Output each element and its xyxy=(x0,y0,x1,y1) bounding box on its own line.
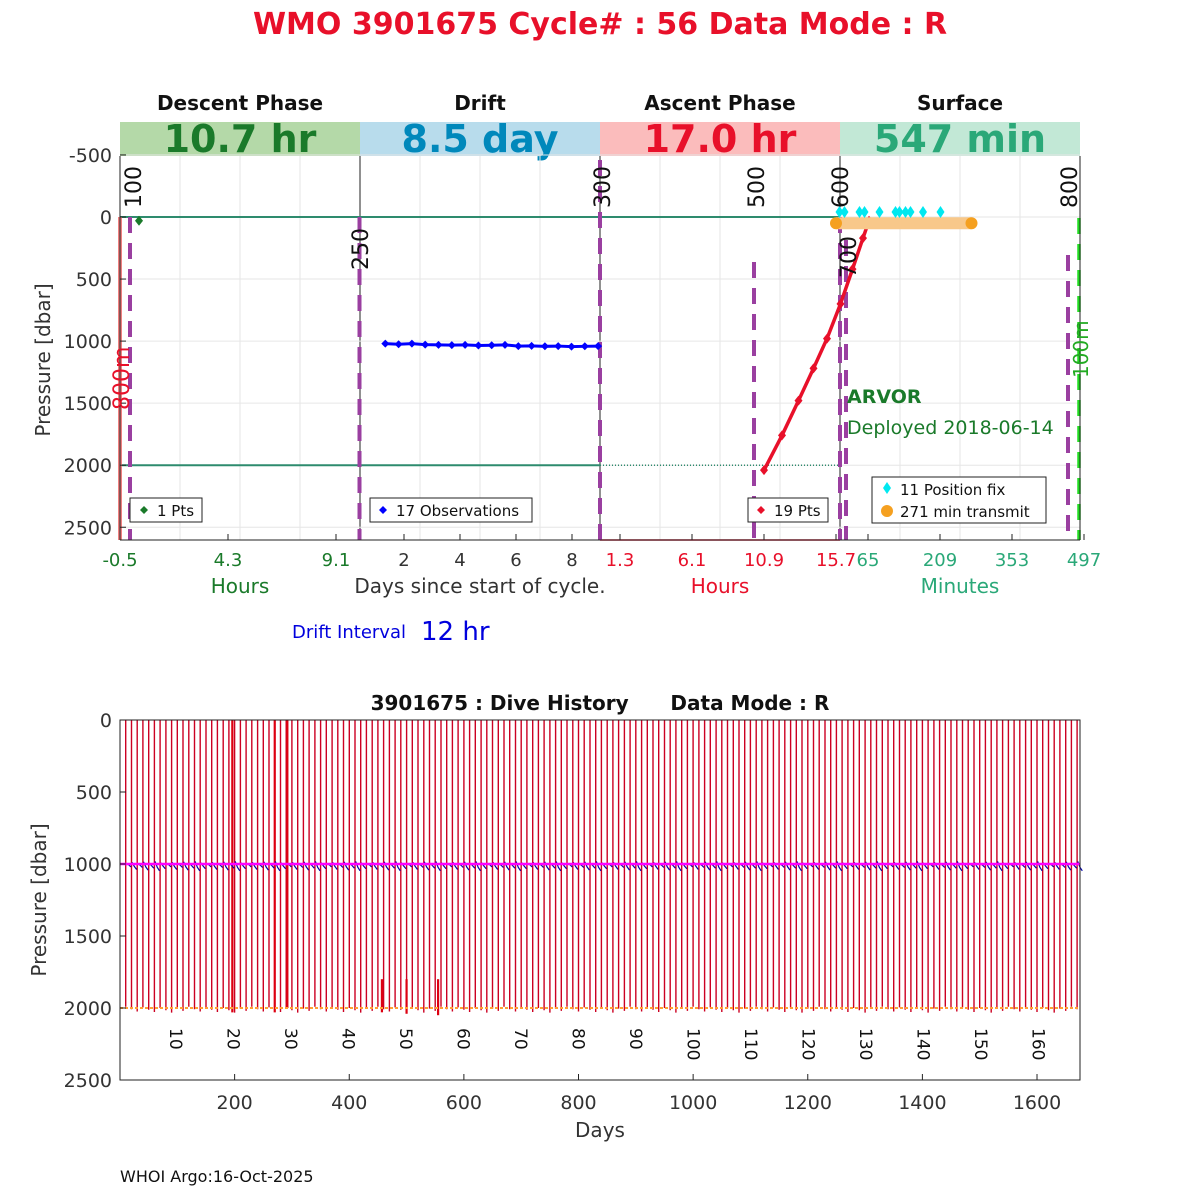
cycle-number-label-60: 60 xyxy=(452,1028,473,1050)
bottom-y-tick-label: 0 xyxy=(99,710,112,732)
surface-legend-fix-text: 11 Position fix xyxy=(900,481,1006,499)
cycle-number-label-50: 50 xyxy=(395,1028,415,1050)
x-tick-label-1-2: 6 xyxy=(510,550,522,571)
transmit-start-point xyxy=(830,217,842,229)
x-tick-label-3-2: 353 xyxy=(994,550,1030,571)
top-y-axis-label: Pressure [dbar] xyxy=(31,283,55,437)
bottom-x-tick-label: 1400 xyxy=(898,1092,947,1114)
bottom-y-tick-label: 500 xyxy=(75,782,112,804)
cycle-number-label-30: 30 xyxy=(280,1028,300,1050)
top-x-axis-label: Days since start of cycle. xyxy=(354,574,606,598)
x-tick-label-3-0: 65 xyxy=(856,550,880,571)
cycle-number-label-90: 90 xyxy=(625,1028,645,1050)
top-y-tick-label: 1000 xyxy=(63,331,112,354)
bottom-y-axis-label: Pressure [dbar] xyxy=(27,823,51,977)
side-label-800m: 800m xyxy=(110,346,135,410)
cycle-number-label-140: 140 xyxy=(912,1028,933,1061)
x-tick-label-3-1: 209 xyxy=(922,550,958,571)
marker-label-600: 600 xyxy=(829,166,854,208)
marker-label-700: 700 xyxy=(837,236,862,278)
bottom-x-tick-label: 1000 xyxy=(668,1092,718,1114)
top-y-tick-label: 500 xyxy=(75,269,112,292)
x-tick-label-0-1: 4.3 xyxy=(213,550,243,571)
bottom-x-axis-label: Days xyxy=(575,1118,625,1142)
top-y-tick-label: 2500 xyxy=(63,517,112,540)
bottom-chart-dive-history xyxy=(27,691,1082,1142)
bottom-y-tick-label: 2500 xyxy=(63,1070,112,1092)
bottom-x-tick-label: 800 xyxy=(560,1092,597,1114)
x-tick-label-3-3: 497 xyxy=(1066,550,1102,571)
bottom-y-tick-label: 2000 xyxy=(63,998,112,1020)
cycle-number-label-160: 160 xyxy=(1027,1028,1048,1061)
phase-unit-label-2: Hours xyxy=(690,574,750,598)
marker-label-100: 100 xyxy=(122,166,147,208)
dive-history-title: 3901675 : Dive History Data Mode : R xyxy=(370,691,830,715)
top-y-tick-label: 1500 xyxy=(63,393,112,416)
phase-title-2: Ascent Phase xyxy=(644,91,796,115)
top-y-tick-label: 2000 xyxy=(63,455,112,478)
surface-legend-transmit-marker xyxy=(881,505,893,517)
x-tick-label-2-2: 10.9 xyxy=(743,550,785,571)
bottom-y-tick-label: 1500 xyxy=(63,926,112,948)
phase-title-1: Drift xyxy=(454,91,506,115)
x-tick-label-1-3: 8 xyxy=(566,550,578,571)
marker-label-500: 500 xyxy=(745,166,770,208)
top-chart-cycle-phases xyxy=(31,91,1101,647)
bottom-x-tick-label: 600 xyxy=(445,1092,483,1114)
top-y-tick-label: 0 xyxy=(99,207,112,229)
dive-profile-lines xyxy=(126,720,1077,1013)
cycle-number-label-10: 10 xyxy=(165,1028,185,1050)
x-tick-label-2-3: 15.7 xyxy=(815,550,857,571)
float-type: ARVOR xyxy=(847,386,922,408)
drift-interval-label: Drift Interval xyxy=(292,622,406,643)
top-y-tick-label: -500 xyxy=(68,144,112,167)
marker-label-250: 250 xyxy=(349,228,374,270)
phase-duration-0: 10.7 hr xyxy=(163,117,317,161)
bottom-x-tick-label: 200 xyxy=(216,1092,253,1114)
drift-interval-value: 12 hr xyxy=(421,617,490,647)
marker-label-800: 800 xyxy=(1058,166,1083,208)
bottom-y-tick-label: 1000 xyxy=(63,854,112,876)
drift-legend-text: 17 Observations xyxy=(396,502,520,520)
x-tick-label-2-0: 1.3 xyxy=(605,550,635,571)
x-tick-label-1-0: 2 xyxy=(398,550,410,571)
deployment-date: Deployed 2018-06-14 xyxy=(847,417,1054,439)
x-tick-label-0-2: 9.1 xyxy=(321,550,351,571)
cycle-number-label-130: 130 xyxy=(855,1028,875,1061)
marker-label-300: 300 xyxy=(591,166,616,208)
surface-legend-transmit-text: 271 min transmit xyxy=(900,503,1030,521)
phase-title-3: Surface xyxy=(916,91,1004,115)
phase-duration-3: 547 min xyxy=(873,117,1047,161)
transmit-end-point xyxy=(966,217,978,229)
cycle-number-label-80: 80 xyxy=(567,1028,588,1050)
x-tick-label-1-1: 4 xyxy=(454,550,466,571)
figure-title: WMO 3901675 Cycle# : 56 Data Mode : R xyxy=(252,7,948,42)
bottom-x-tick-label: 1200 xyxy=(783,1092,832,1114)
side-label-100m: 100m xyxy=(1069,320,1093,378)
phase-duration-2: 17.0 hr xyxy=(643,117,797,161)
phase-title-0: Descent Phase xyxy=(156,91,324,115)
phase-duration-1: 8.5 day xyxy=(401,117,559,161)
bottom-x-tick-label: 400 xyxy=(331,1092,368,1114)
ascent-legend-text: 19 Pts xyxy=(774,502,821,520)
bottom-x-tick-label: 1600 xyxy=(1012,1092,1062,1114)
phase-unit-label-3: Minutes xyxy=(920,574,1000,598)
x-tick-label-2-1: 6.1 xyxy=(677,550,707,571)
phase-unit-label-0: Hours xyxy=(210,574,270,598)
cycle-number-label-100: 100 xyxy=(682,1028,703,1061)
descent-legend-text: 1 Pts xyxy=(157,502,195,520)
footer-credit: WHOI Argo:16-Oct-2025 xyxy=(120,1167,314,1186)
cycle-number-label-40: 40 xyxy=(337,1028,358,1050)
cycle-number-label-110: 110 xyxy=(740,1028,760,1061)
cycle-number-label-150: 150 xyxy=(970,1028,990,1061)
cycle-number-label-120: 120 xyxy=(797,1028,818,1061)
x-tick-label-0-0: -0.5 xyxy=(102,550,138,571)
cycle-number-label-70: 70 xyxy=(510,1028,530,1050)
cycle-number-label-20: 20 xyxy=(222,1028,243,1050)
